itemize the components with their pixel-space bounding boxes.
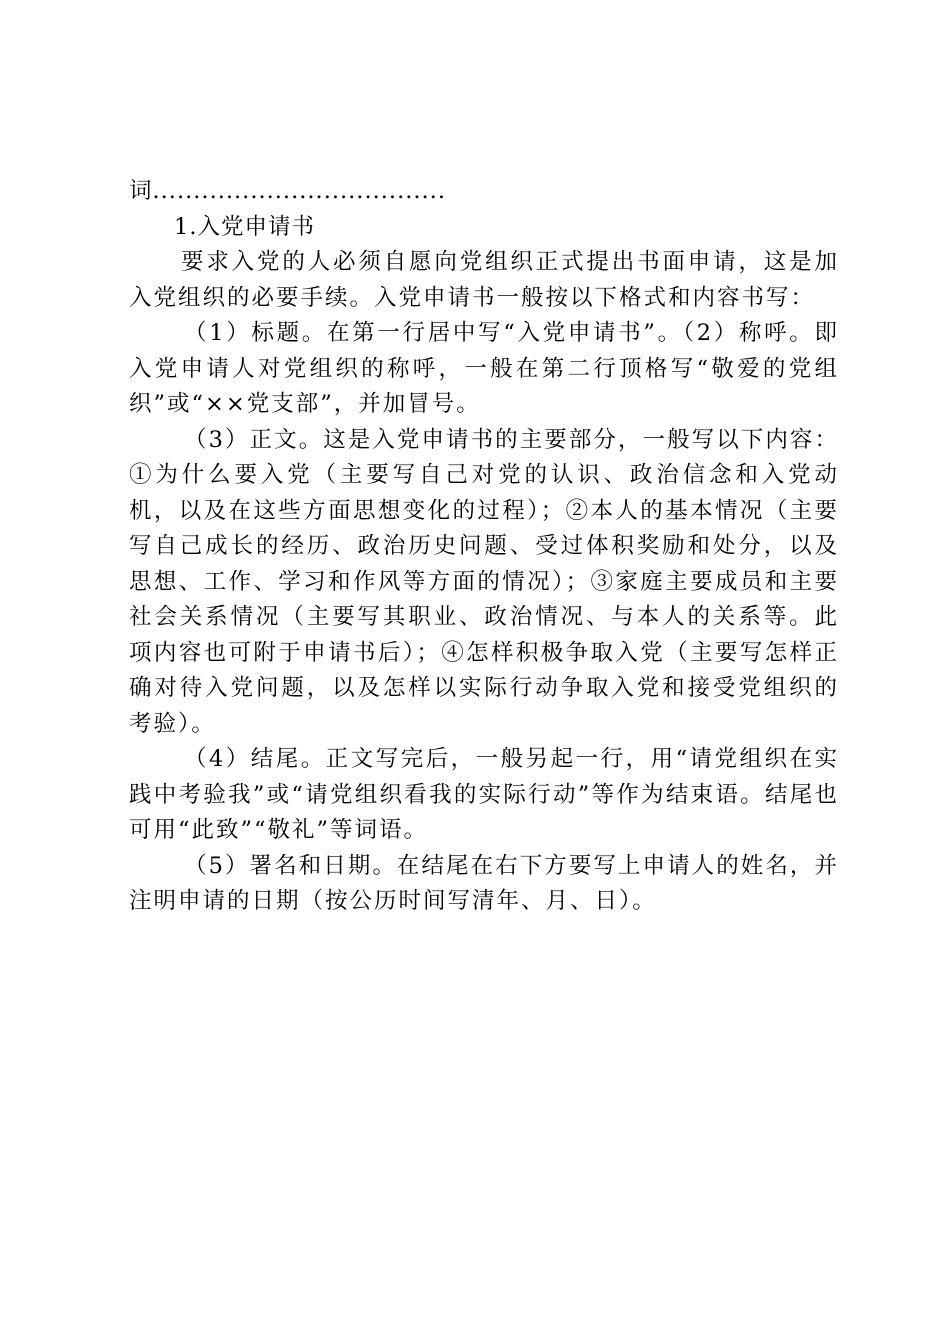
paragraph-body: （3）正文。这是入党申请书的主要部分，一般写以下内容：①为什么要入党（主要写自己对党的认识、政治信念和入党动机，以及在这些方面思想变化的过程）；②本人的基本情况（主要写自己成长的经历、政治历史问题、受过体积奖励和处分，以及思想、工作、学习和作风等方面的情况）；③家庭主要成员和主要社会关系情况（主要写其职业、政治情况、与本人的关系等。此项内容也可附于申请书后）；④怎样积极争取入党（主要写怎样正确对待入党问题，以及怎样以实际行动争取入党和接受党组织的考验）。 (129, 426, 839, 737)
section-heading: 1.入党申请书 (174, 213, 315, 240)
paragraph-signature-and-date: （5）署名和日期。在结尾在右下方要写上申请人的姓名，并注明申请的日期（按公历时间写清年、月、日）。 (129, 852, 839, 914)
paragraph-ending: （4）结尾。正文写完后，一般另起一行，用“请党组织在实践中考验我”或“请党组织看我的实际行动”等作为结束语。结尾也可用“此致”“敬礼”等词语。 (129, 746, 839, 843)
lead-line: 词.................................... (129, 178, 446, 204)
paragraph-title-and-salutation: （1）标题。在第一行居中写“入党申请书”。（2）称呼。即入党申请人对党组织的称呼，一般在第二行顶格写“敬爱的党组织”或“××党支部”，并加冒号。 (129, 320, 839, 417)
document-body (129, 174, 839, 920)
paragraph-intro: 要求入党的人必须自愿向党组织正式提出书面申请，这是加入党组织的必要手续。入党申请书一般按以下格式和内容书写： (129, 249, 839, 311)
